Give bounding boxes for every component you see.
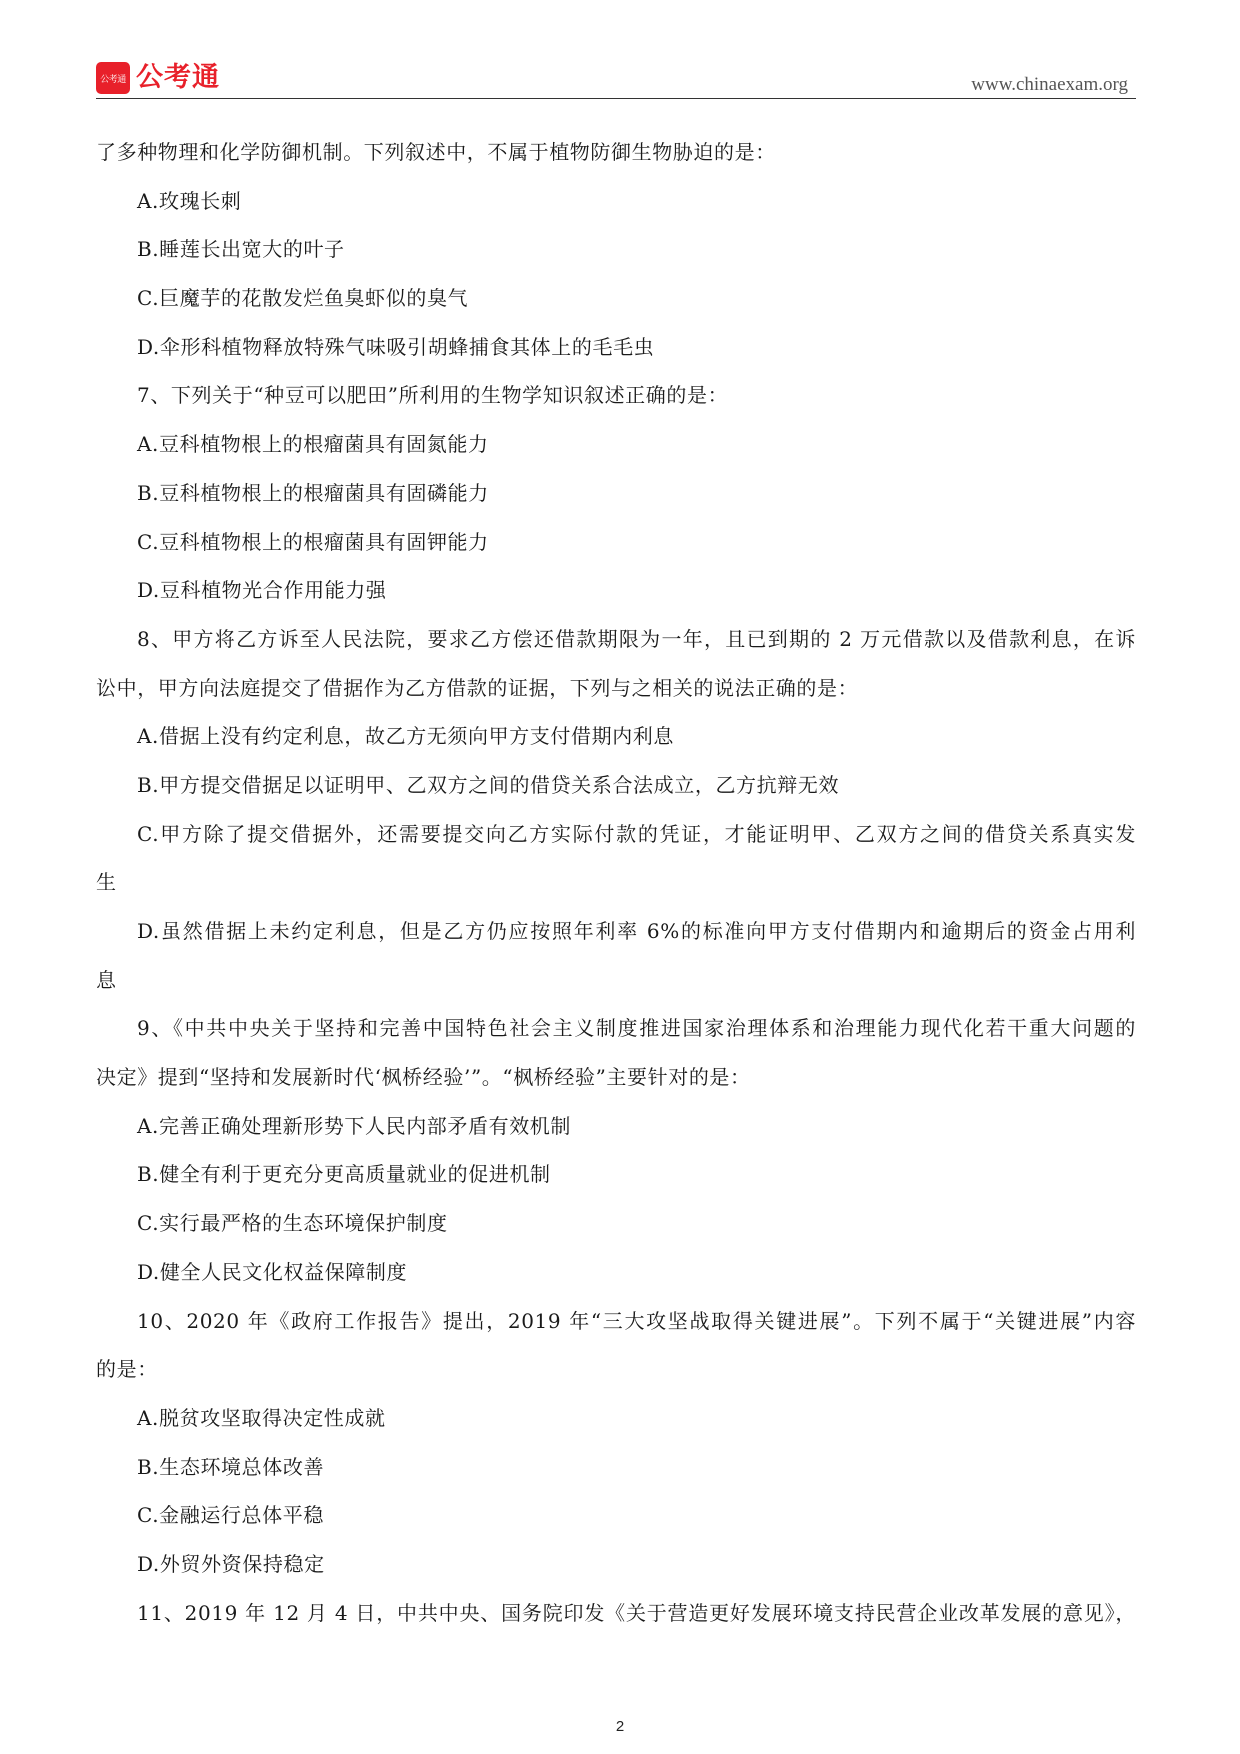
option-continuation: 生 [96, 870, 117, 895]
option-line: C.甲方除了提交借据外，还需要提交向乙方实际付款的凭证，才能证明甲、乙双方之间的借贷关系真实发 [137, 821, 1136, 846]
option-line: D.健全人民文化权益保障制度 [137, 1259, 408, 1284]
option-line: A.借据上没有约定利息，故乙方无须向甲方支付借期内利息 [137, 724, 675, 749]
question-line: 10、2020 年《政府工作报告》提出，2019 年“三大攻坚战取得关键进展”。下列不属于“关键进展”内容 [137, 1308, 1136, 1333]
option-line: B.甲方提交借据足以证明甲、乙双方之间的借贷关系合法成立，乙方抗辩无效 [137, 772, 840, 797]
document-body [96, 128, 1136, 1637]
logo [96, 60, 220, 96]
site-url: www.chinaexam.org [971, 74, 1128, 95]
page-header [96, 60, 1136, 96]
option-line: B.睡莲长出宽大的叶子 [137, 237, 345, 262]
header-divider [96, 98, 1136, 99]
option-line: A.脱贫攻坚取得决定性成就 [137, 1405, 386, 1430]
option-line: C.金融运行总体平稳 [137, 1503, 324, 1528]
logo-text: 公考通 [136, 62, 220, 93]
option-line: A.玫瑰长刺 [137, 188, 242, 213]
question-continuation: 讼中，甲方向法庭提交了借据作为乙方借款的证据，下列与之相关的说法正确的是： [96, 675, 859, 700]
option-line: C.豆科植物根上的根瘤菌具有固钾能力 [137, 529, 489, 554]
question-line: 8、甲方将乙方诉至人民法院，要求乙方偿还借款期限为一年，且已到期的 2 万元借款以及借款利息，在诉 [137, 626, 1136, 651]
page-number: 2 [615, 1718, 625, 1735]
question-line: 7、下列关于“种豆可以肥田”所利用的生物学知识叙述正确的是： [137, 383, 729, 408]
option-line: D.豆科植物光合作用能力强 [137, 578, 387, 603]
option-line: B.健全有利于更充分更高质量就业的促进机制 [137, 1162, 551, 1187]
option-continuation: 息 [96, 967, 117, 992]
option-line: C.实行最严格的生态环境保护制度 [137, 1211, 448, 1236]
option-line: D.伞形科植物释放特殊气味吸引胡蜂捕食其体上的毛毛虫 [137, 334, 655, 359]
option-line: D.外贸外资保持稳定 [137, 1551, 325, 1576]
question-line: 9、《中共中央关于坚持和完善中国特色社会主义制度推进国家治理体系和治理能力现代化若干重大问题的 [137, 1016, 1136, 1041]
question-line: 11、2019 年 12 月 4 日，中共中央、国务院印发《关于营造更好发展环境支持民营企业改革发展的意见》， [137, 1600, 1136, 1625]
question-continuation: 的是： [96, 1357, 158, 1382]
option-line: B.生态环境总体改善 [137, 1454, 325, 1479]
option-line: B.豆科植物根上的根瘤菌具有固磷能力 [137, 480, 489, 505]
text-line: 了多种物理和化学防御机制。下列叙述中，不属于植物防御生物胁迫的是： [96, 140, 776, 164]
option-line: A.豆科植物根上的根瘤菌具有固氮能力 [137, 432, 489, 457]
question-continuation: 决定》提到“坚持和发展新时代‘枫桥经验’”。“枫桥经验”主要针对的是： [96, 1065, 751, 1090]
option-line: A.完善正确处理新形势下人民内部矛盾有效机制 [137, 1113, 572, 1138]
option-line: C.巨魔芋的花散发烂鱼臭虾似的臭气 [137, 286, 469, 311]
option-line: D.虽然借据上未约定利息，但是乙方仍应按照年利率 6%的标准向甲方支付借期内和逾期后的资金占用利 [137, 919, 1136, 943]
logo-icon: 公考通 [96, 62, 130, 94]
